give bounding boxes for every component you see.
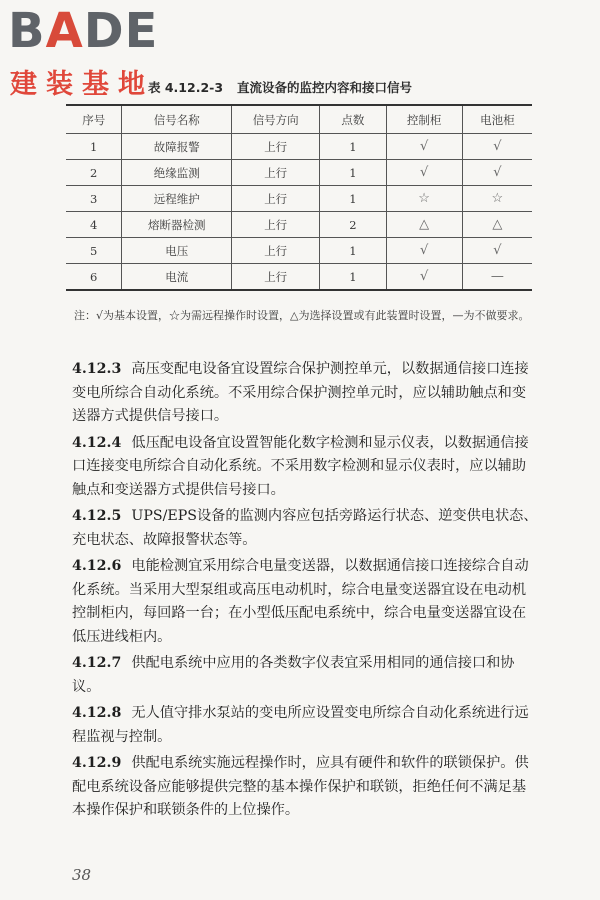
cell-control-cabinet: √ [386, 160, 462, 186]
cell-points: 1 [320, 238, 386, 264]
table-row [66, 134, 532, 160]
cell-control-cabinet: △ [386, 212, 462, 238]
page-number: 38 [72, 866, 92, 884]
cell-battery-cabinet: — [462, 264, 532, 291]
cell-seq: 4 [66, 212, 122, 238]
clause-item [72, 652, 540, 699]
cell-direction: 上行 [232, 264, 320, 291]
cell-signal-name: 绝缘监测 [122, 160, 232, 186]
cell-direction: 上行 [232, 160, 320, 186]
clause-item [72, 555, 540, 649]
table-row [66, 264, 532, 291]
cell-seq: 3 [66, 186, 122, 212]
clause-number: 4.12.3 [72, 361, 122, 377]
table-row [66, 238, 532, 264]
cell-battery-cabinet: △ [462, 212, 532, 238]
header-battery-cabinet: 电池柜 [462, 105, 532, 134]
cell-battery-cabinet: ☆ [462, 186, 532, 212]
cell-signal-name: 熔断器检测 [122, 212, 232, 238]
cell-seq: 5 [66, 238, 122, 264]
cell-control-cabinet: ☆ [386, 186, 462, 212]
cell-points: 1 [320, 186, 386, 212]
cell-points: 1 [320, 134, 386, 160]
cell-signal-name: 电流 [122, 264, 232, 291]
table-caption [148, 78, 412, 96]
cell-seq: 6 [66, 264, 122, 291]
cell-seq: 1 [66, 134, 122, 160]
header-signal-direction: 信号方向 [232, 105, 320, 134]
cell-battery-cabinet: √ [462, 160, 532, 186]
clause-item [72, 752, 540, 823]
cell-direction: 上行 [232, 134, 320, 160]
cell-direction: 上行 [232, 186, 320, 212]
clause-item [72, 702, 540, 749]
logo-chinese-text: 建装基地 [10, 69, 154, 100]
clause-number: 4.12.5 [72, 508, 122, 524]
clause-item [72, 432, 540, 503]
cell-direction: 上行 [232, 238, 320, 264]
table-note-text: √为基本设置，☆为需远程操作时设置，△为选择设置或有此装置时设置，—为不做要求。 [96, 309, 530, 322]
cell-control-cabinet: √ [386, 238, 462, 264]
table-row [66, 160, 532, 186]
cell-seq: 2 [66, 160, 122, 186]
cell-direction: 上行 [232, 212, 320, 238]
cell-points: 2 [320, 212, 386, 238]
header-control-cabinet: 控制柜 [386, 105, 462, 134]
clause-number: 4.12.6 [72, 558, 122, 574]
table-row [66, 186, 532, 212]
clause-text: 供配电系统实施远程操作时，应具有硬件和软件的联锁保护。供配电系统设备应能够提供完整的基本操作保护和联锁，拒绝任何不满足基本操作保护和联锁条件的上位操作。 [72, 755, 529, 818]
clause-item [72, 505, 540, 552]
header-points: 点数 [320, 105, 386, 134]
clause-number: 4.12.4 [72, 434, 122, 451]
clause-item [72, 358, 540, 429]
clause-number: 4.12.7 [72, 655, 122, 671]
cell-battery-cabinet: √ [462, 238, 532, 264]
table-header-row [66, 105, 532, 134]
clause-text: 无人值守排水泵站的变电所应设置变电所综合自动化系统进行远程监视与控制。 [72, 705, 529, 745]
clause-text: 电能检测宜采用综合电量变送器，以数据通信接口连接综合自动化系统。当采用大型泵组或高压电动机时，综合电量变送器宜设在电动机控制柜内，每回路一台；在小型低压配电系统中，综合电量变送器宜设在低压进线柜内。 [72, 558, 529, 645]
table-note [74, 306, 539, 326]
clause-text: 供配电系统中应用的各类数字仪表宜采用相同的通信接口和协议。 [72, 655, 515, 695]
cell-control-cabinet: √ [386, 264, 462, 291]
table-caption-number: 表 4.12.2-3 [148, 80, 224, 95]
clause-list [72, 358, 540, 826]
clause-text: 低压配电设备宜设置智能化数字检测和显示仪表，以数据通信接口连接变电所综合自动化系统。不采用数字检测和显示仪表时，应以辅助触点和变送器方式提供信号接口。 [72, 434, 529, 498]
monitoring-signal-table [66, 104, 532, 291]
table-note-label: 注： [74, 309, 96, 322]
logo-wordmark: BADE [8, 3, 159, 59]
cell-points: 1 [320, 160, 386, 186]
table-row [66, 212, 532, 238]
header-signal-name: 信号名称 [122, 105, 232, 134]
table-caption-title: 直流设备的监控内容和接口信号 [237, 80, 413, 95]
cell-points: 1 [320, 264, 386, 291]
cell-signal-name: 远程维护 [122, 186, 232, 212]
clause-text: 高压变配电设备宜设置综合保护测控单元，以数据通信接口连接变电所综合自动化系统。不采用综合保护测控单元时，应以辅助触点和变送器方式提供信号接口。 [72, 361, 529, 424]
clause-number: 4.12.9 [72, 755, 122, 771]
cell-control-cabinet: √ [386, 134, 462, 160]
clause-text: UPS/EPS设备的监测内容应包括旁路运行状态、逆变供电状态、充电状态、故障报警状态等。 [72, 508, 538, 548]
header-seq: 序号 [66, 105, 122, 134]
clause-number: 4.12.8 [72, 705, 122, 721]
cell-signal-name: 电压 [122, 238, 232, 264]
cell-signal-name: 故障报警 [122, 134, 232, 160]
cell-battery-cabinet: √ [462, 134, 532, 160]
